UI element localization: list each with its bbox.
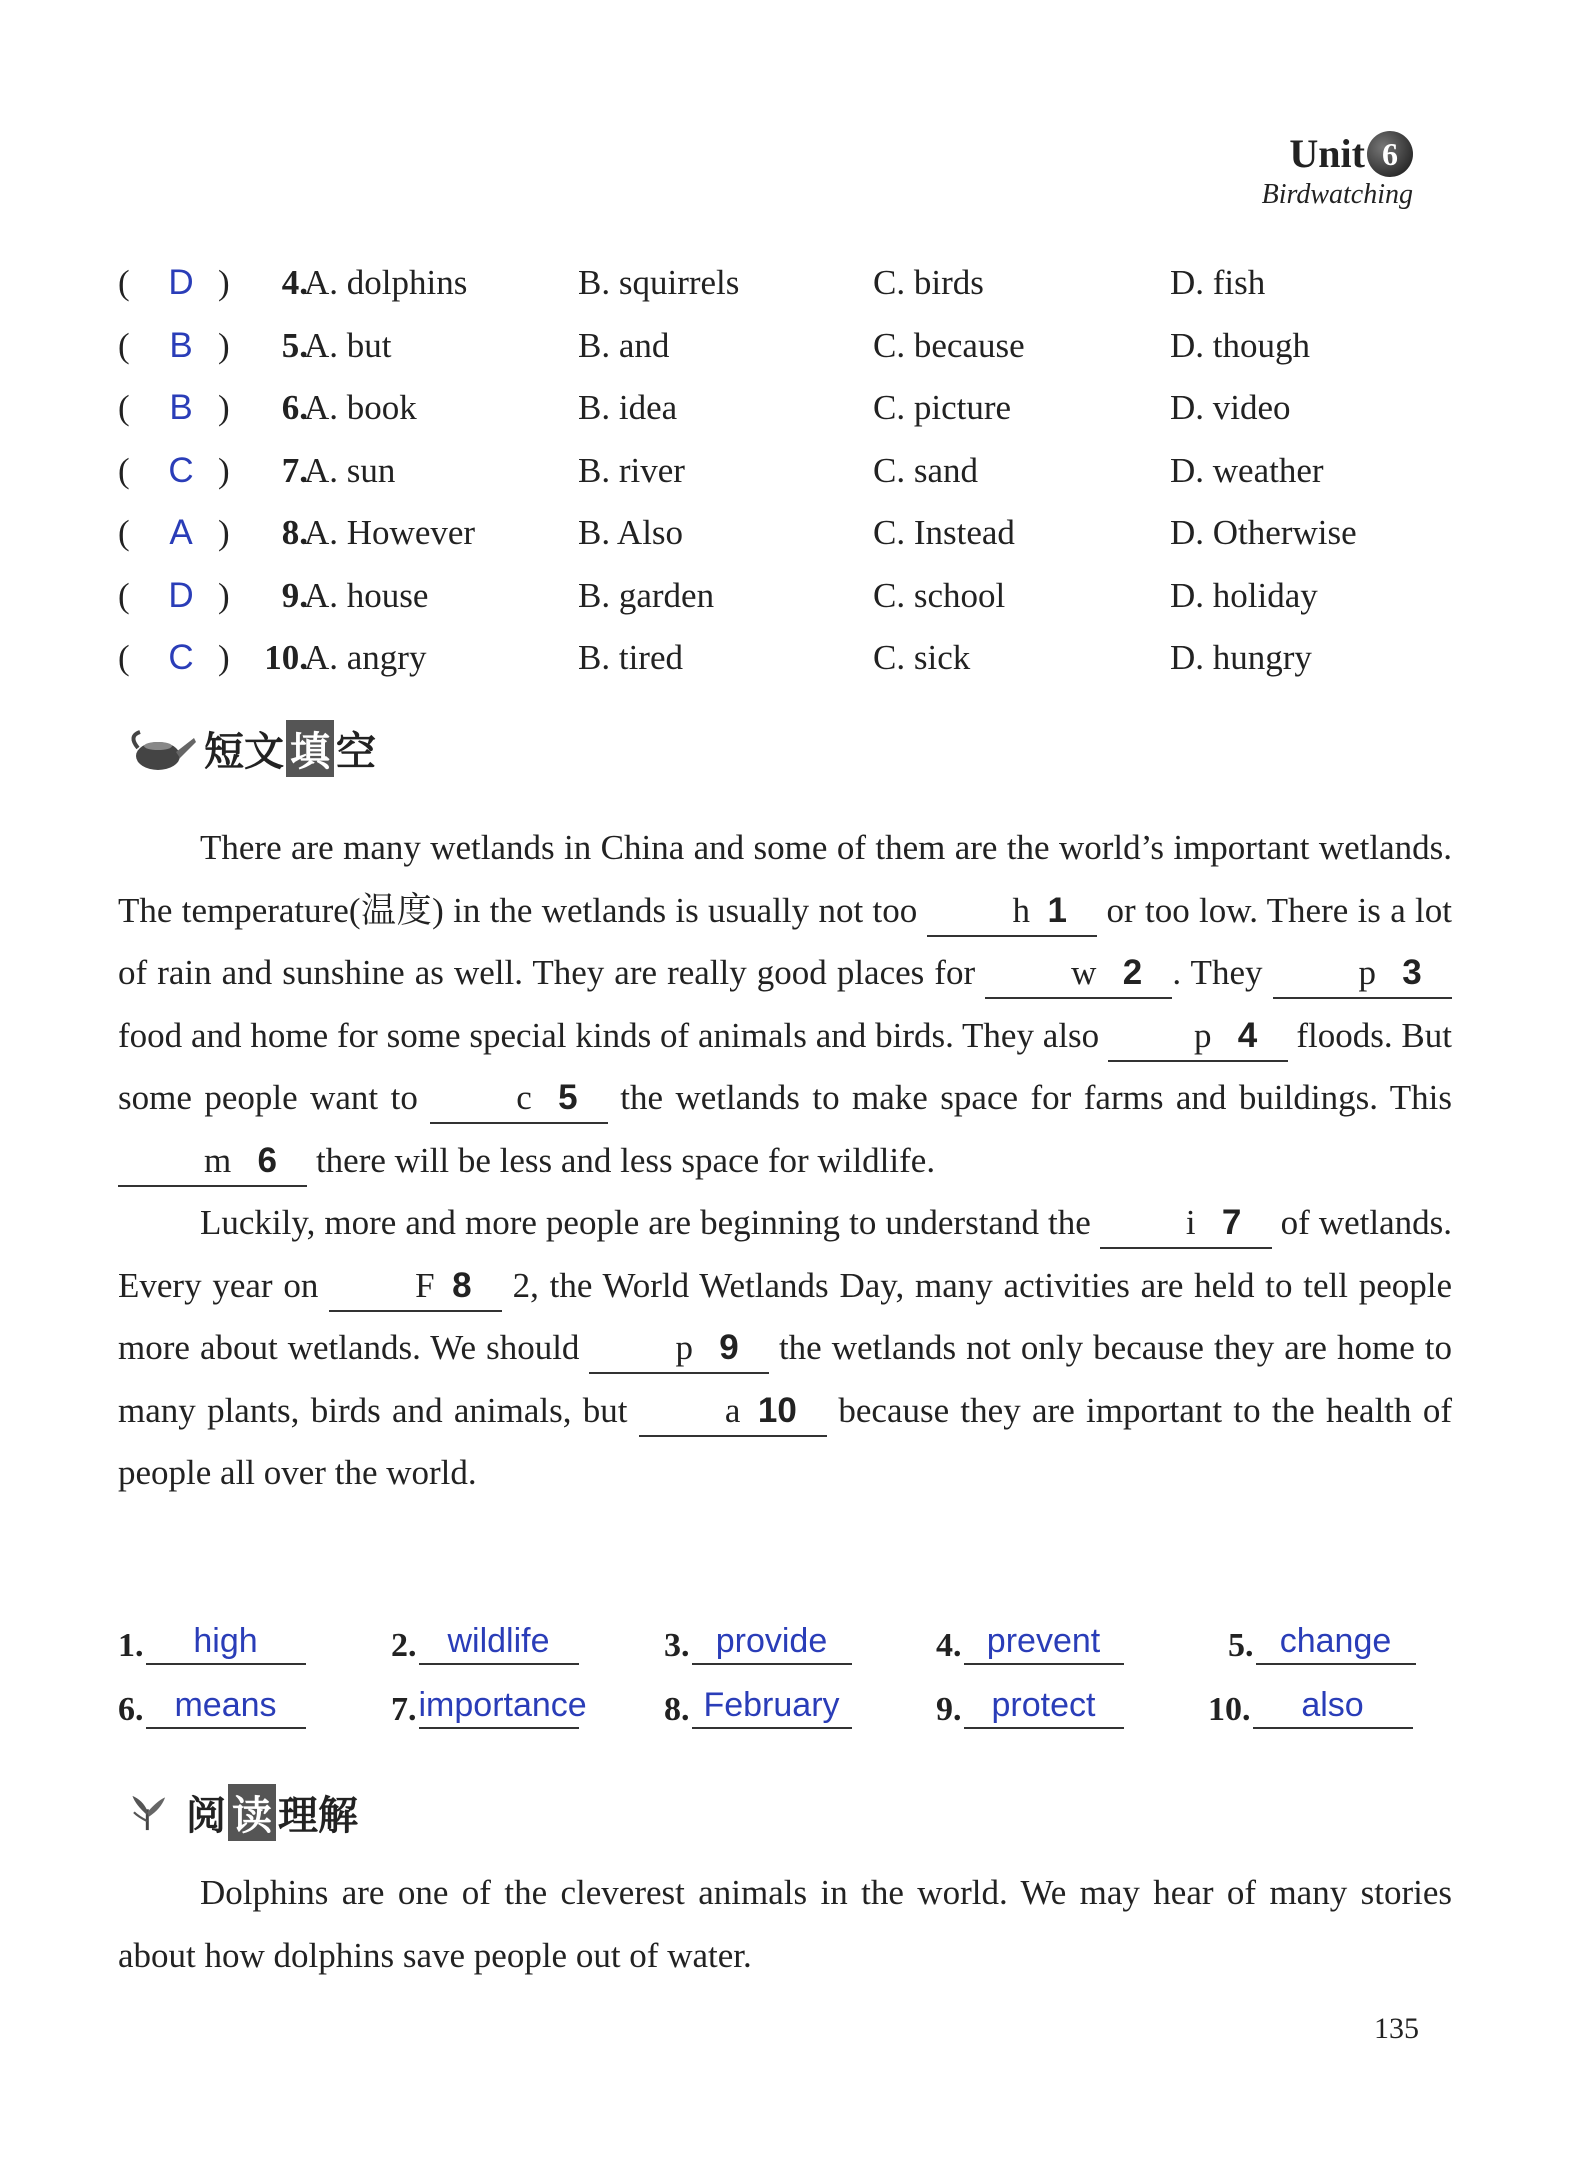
mc-answer: A [169,513,193,552]
option-d: D. though [1170,325,1310,365]
unit-number-badge: 6 [1367,131,1413,177]
option-d: D. holiday [1170,575,1318,615]
option-c: C. because [873,325,1025,365]
mc-question: ( A ) 8. A. However B. Also C. Instead D. Otherwise [118,502,1458,565]
unit-title [1262,130,1413,177]
mc-question: ( D ) 9. A. house B. garden C. school D. holiday [118,565,1458,628]
plant-icon [128,1786,180,1840]
answer-grid [118,1622,1458,1750]
option-b: B. and [578,325,670,365]
answer-item: 5. change [1228,1622,1416,1665]
answer-value: high [146,1622,306,1665]
cloze-blank: m 6 [118,1137,307,1187]
answer-item: 2. wildlife [391,1622,579,1665]
answer-value: change [1256,1622,1416,1665]
cloze-blank: p 4 [1108,1012,1287,1062]
mc-answer: D [168,263,194,302]
answer-value: February [692,1686,852,1729]
unit-header [1262,130,1413,211]
option-b: B. tired [578,638,683,677]
cloze-blank: c 5 [430,1074,608,1124]
option-d: D. weather [1170,450,1324,490]
option-c: C. sick [873,638,971,677]
section-title-part: 理解 [278,1793,358,1839]
option-a: A. sun [304,450,396,490]
answer-item: 4. prevent [936,1622,1124,1665]
mc-question: ( B ) 5. A. but B. and C. because D. though [118,315,1458,378]
answer-item: 6. means [118,1686,306,1729]
option-c: C. school [873,575,1006,615]
option-c: C. Instead [873,513,1015,552]
option-a: A. house [304,575,429,615]
section-title-part: 短文 [204,729,284,775]
mc-answer: B [169,388,193,427]
passage-paragraph: There are many wetlands in China and some of them are the world’s important wetlands. The temperature(温度) in the wetlands is usually not too h 1 or too low. There is a lot of rain and sunshine as well. They are really good places for w 2 . They p 3 food and home for some special kinds of animals and birds. They also p 4 floods. But some people want to c 5 the wetlands to make space for farms and buildings. This m 6 there will be less and less space for wildlife. [118,817,1452,1192]
option-d: D. video [1170,388,1291,427]
option-b: B. garden [578,575,715,615]
answer-item: 9. protect [936,1686,1124,1729]
answer-value: wildlife [419,1622,579,1665]
option-a: A. However [304,513,476,552]
mc-answer: C [168,450,194,490]
option-c: C. birds [873,263,984,302]
mc-question: ( B ) 6. A. book B. idea C. picture D. video [118,377,1458,440]
mc-question: ( D ) 4. A. dolphins B. squirrels C. birds D. fish [118,252,1458,315]
option-c: C. picture [873,388,1012,427]
option-b: B. squirrels [578,263,740,302]
question-number: 7. [281,450,308,490]
reading-passage [118,1862,1452,1987]
question-number: 9. [281,575,308,615]
reading-paragraph: Dolphins are one of the cleverest animals in the world. We may hear of many stories about how dolphins save people out of water. [118,1873,1452,1975]
question-number: 6. [281,388,308,427]
multiple-choice-list [118,252,1458,690]
answer-row [118,1686,1458,1750]
question-number: 10. [264,638,308,677]
question-number: 5. [281,325,308,365]
passage-paragraph: Luckily, more and more people are beginning to understand the i 7 of wetlands. Every year on F 8 2, the World Wetlands Day, many activities are held to tell people more about wetlands. We should p 9 the wetlands not only because they are home to many plants, birds and animals, but a 10 because they are important to the health of people all over the world. [118,1192,1452,1505]
answer-value: protect [964,1686,1124,1729]
option-d: D. Otherwise [1170,513,1357,552]
mc-question: ( C ) 7. A. sun B. river C. sand D. weather [118,440,1458,503]
cloze-blank: F 8 [329,1262,502,1312]
question-number: 4. [281,263,308,302]
cloze-blank: h 1 [927,887,1098,937]
answer-item: 7. importance [391,1686,587,1728]
mc-answer: D [168,575,194,615]
unit-label: Unit [1289,131,1365,176]
section-title-part: 阅 [186,1793,226,1839]
option-c: C. sand [873,450,978,490]
cloze-blank: w 2 [985,949,1172,999]
section-heading-reading [128,1784,358,1841]
answer-value: means [146,1686,306,1729]
answer-value: prevent [964,1622,1124,1665]
answer-item: 1. high [118,1622,306,1665]
mc-question: ( C ) 10. A. angry B. tired C. sick D. hungry [118,627,1458,690]
section-title-highlight: 读 [228,1784,276,1841]
answer-value: also [1253,1686,1413,1729]
section-title-highlight: 填 [286,720,334,777]
mc-answer: C [168,638,194,677]
cloze-blank: p 9 [589,1324,768,1374]
answer-item: 10. also [1208,1686,1413,1729]
option-b: B. idea [578,388,678,427]
answer-value: importance [419,1686,579,1729]
option-a: A. but [304,325,392,365]
option-b: B. Also [578,513,684,552]
option-a: A. dolphins [304,263,468,302]
option-a: A. book [304,388,417,427]
option-a: A. angry [304,638,427,677]
answer-row [118,1622,1458,1686]
option-d: D. fish [1170,263,1266,302]
cloze-blank: p 3 [1273,949,1452,999]
section-heading-cloze [128,720,376,777]
option-d: D. hungry [1170,638,1312,677]
answer-value: provide [692,1622,852,1665]
question-number: 8. [281,513,308,552]
watering-can-icon [128,722,198,776]
option-b: B. river [578,450,685,490]
page-number: 135 [1374,2012,1419,2045]
cloze-blank: a 10 [639,1387,827,1437]
answer-item: 8. February [664,1686,852,1729]
mc-answer: B [169,325,193,365]
cloze-blank: i 7 [1100,1199,1272,1249]
answer-item: 3. provide [664,1622,852,1665]
unit-subtitle: Birdwatching [1261,179,1413,210]
cloze-passage [118,817,1452,1505]
section-title-part: 空 [336,729,376,775]
